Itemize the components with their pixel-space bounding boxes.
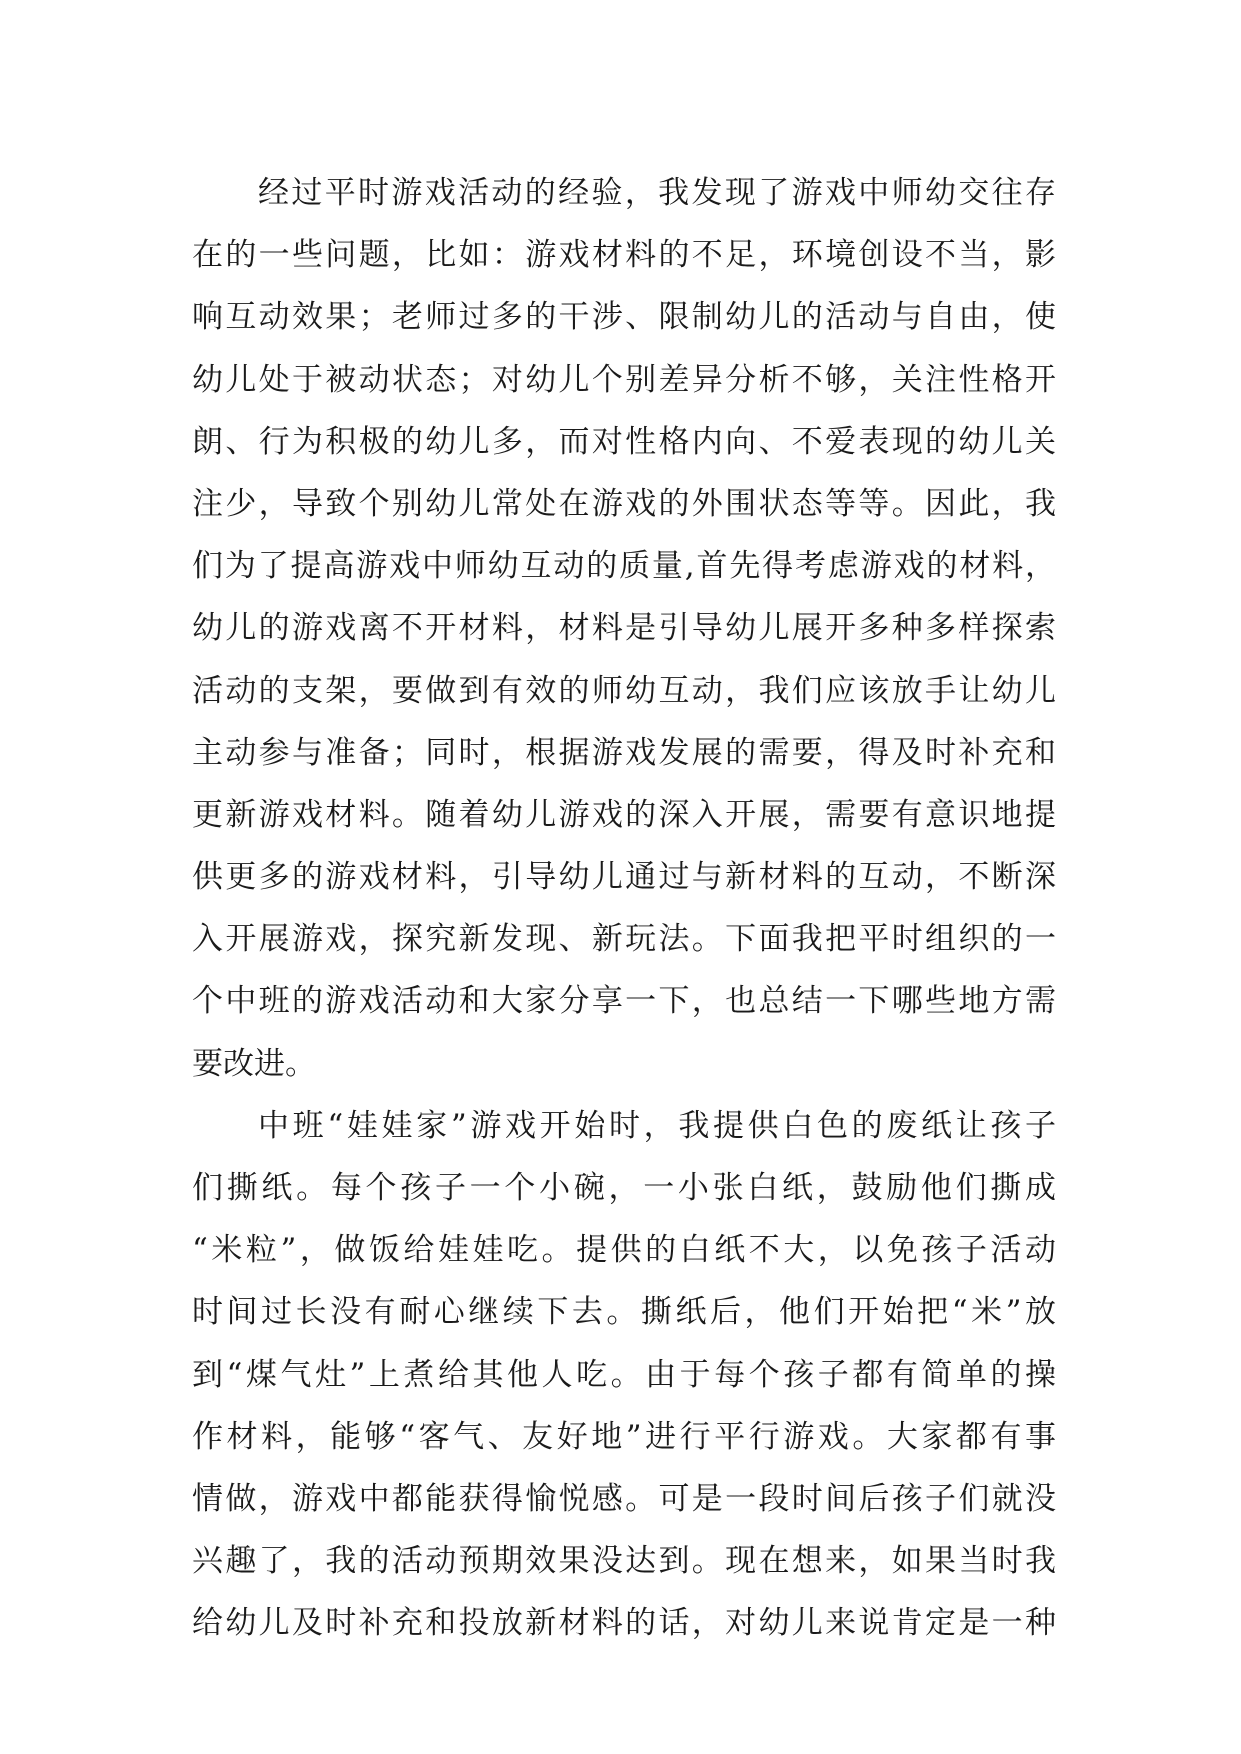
text-line: 供更多的游戏材料，引导幼儿通过与新材料的互动，不断深 <box>192 859 1056 896</box>
text-line: 更新游戏材料。随着幼儿游戏的深入开展，需要有意识地提 <box>192 796 1056 833</box>
text-line: 经过平时游戏活动的经验，我发现了游戏中师幼交往存 <box>258 175 1056 211</box>
text-line: 注少，导致个别幼儿常处在游戏的外围状态等等。因此，我 <box>192 485 1056 522</box>
text-line: 个中班的游戏活动和大家分享一下，也总结一下哪些地方需 <box>192 983 1056 1020</box>
text-line: 时间过长没有耐心继续下去。撕纸后，他们开始把“米”放 <box>192 1294 1056 1331</box>
text-line: 们为了提高游戏中师幼互动的质量,首先得考虑游戏的材料， <box>192 548 1056 585</box>
paragraph-2 <box>192 1095 1056 1655</box>
text-line: “米粒”，做饭给娃娃吃。提供的白纸不大，以免孩子活动 <box>192 1232 1056 1269</box>
paragraph-1 <box>192 162 1056 1095</box>
text-line: 主动参与准备；同时，根据游戏发展的需要，得及时补充和 <box>192 734 1056 771</box>
text-line: 幼儿处于被动状态；对幼儿个别差异分析不够，关注性格开 <box>192 361 1056 398</box>
text-line: 幼儿的游戏离不开材料，材料是引导幼儿展开多种多样探索 <box>192 610 1056 647</box>
text-line: 作材料，能够“客气、友好地”进行平行游戏。大家都有事 <box>192 1418 1056 1455</box>
text-line: 们撕纸。每个孩子一个小碗，一小张白纸，鼓励他们撕成 <box>192 1170 1056 1206</box>
text-line: 活动的支架，要做到有效的师幼互动，我们应该放手让幼儿 <box>192 672 1056 709</box>
text-line: 响互动效果；老师过多的干涉、限制幼儿的活动与自由，使 <box>192 299 1056 336</box>
text-line: 中班“娃娃家”游戏开始时，我提供白色的废纸让孩子 <box>258 1107 1056 1144</box>
text-line: 朗、行为积极的幼儿多，而对性格内向、不爱表现的幼儿关 <box>192 423 1056 460</box>
text-line: 要改进。 <box>192 1045 316 1082</box>
text-line: 入开展游戏，探究新发现、新玩法。下面我把平时组织的一 <box>192 921 1056 958</box>
text-line: 兴趣了，我的活动预期效果没达到。现在想来，如果当时我 <box>192 1543 1056 1580</box>
text-line: 情做，游戏中都能获得愉悦感。可是一段时间后孩子们就没 <box>192 1480 1056 1517</box>
text-line: 到“煤气灶”上煮给其他人吃。由于每个孩子都有简单的操 <box>192 1356 1056 1393</box>
document-body <box>192 162 1056 1655</box>
text-line: 给幼儿及时补充和投放新材料的话，对幼儿来说肯定是一种 <box>192 1605 1056 1642</box>
text-line: 在的一些问题，比如：游戏材料的不足，环境创设不当，影 <box>192 237 1056 274</box>
